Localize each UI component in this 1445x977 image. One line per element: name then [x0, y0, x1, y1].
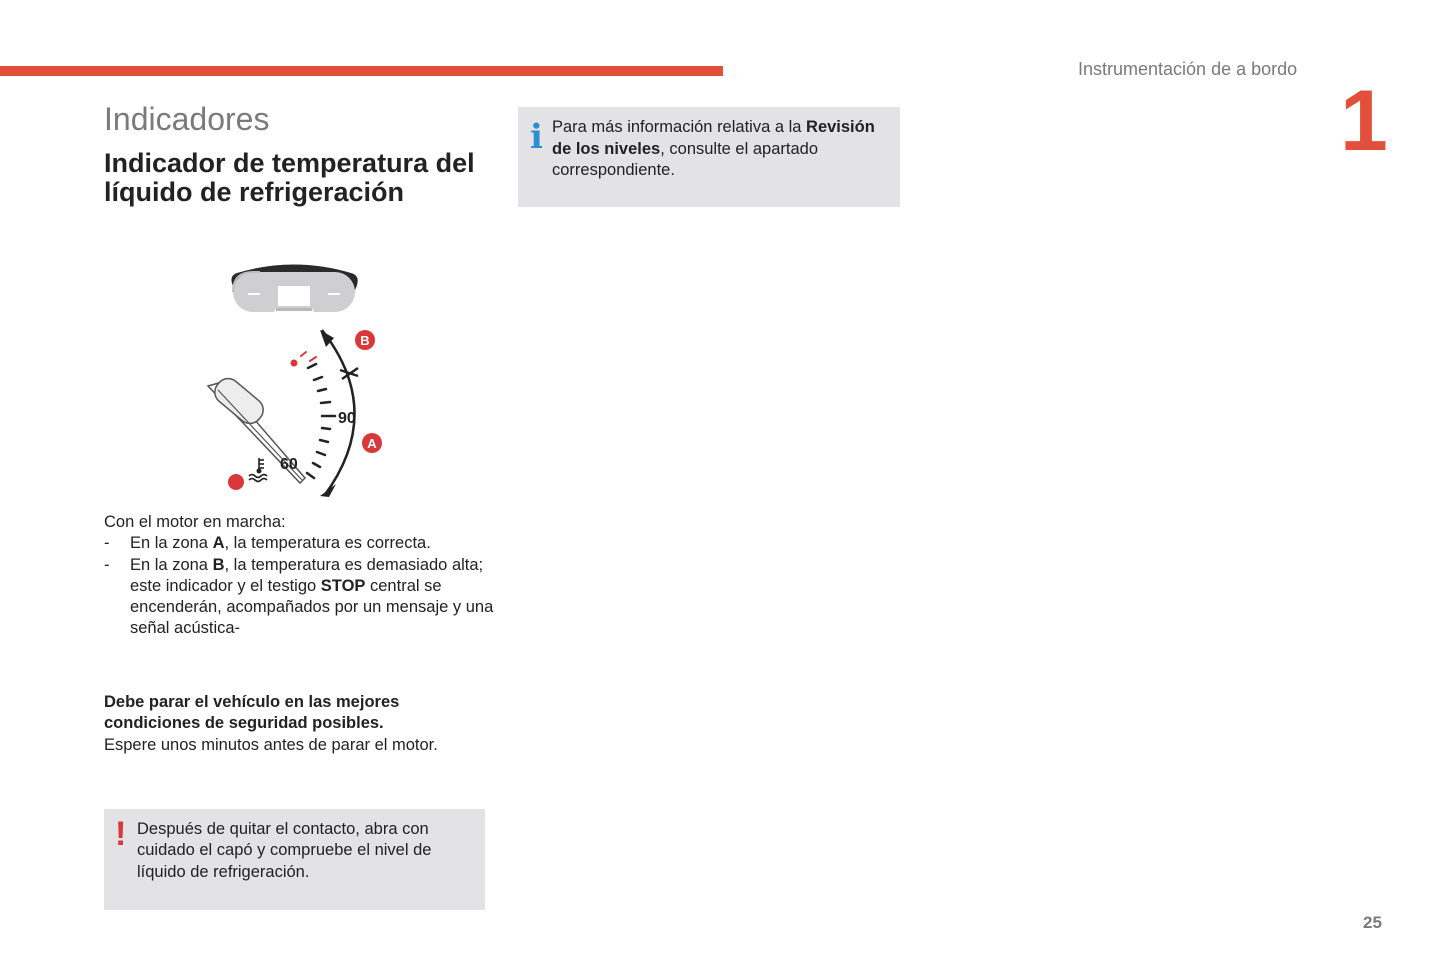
gauge-label-90: 90	[338, 410, 356, 427]
coolant-temperature-gauge-figure	[190, 258, 400, 503]
body-text	[104, 512, 494, 640]
warning-light-dot	[228, 474, 244, 490]
page-number: 25	[1363, 913, 1382, 932]
info-note-text: Para más información relativa a la Revisión de los niveles, consulte el apartado correspondiente.	[552, 118, 875, 179]
chapter-title: Instrumentación de a bordo	[1078, 59, 1298, 79]
exclamation-icon: !	[115, 815, 127, 853]
list-item: - En la zona B, la temperatura es demasiado alta; este indicador y el testigo STOP central se encenderán, acompañados por un mensaje y una señal acústica-	[104, 555, 494, 638]
svg-text:B: B	[360, 333, 370, 348]
info-icon: i	[530, 117, 543, 157]
list-item: - En la zona A, la temperatura es correcta.	[104, 534, 431, 553]
gauge-scale-ticks	[307, 364, 335, 478]
alert-note-text: Después de quitar el contacto, abra con cuidado el capó y compruebe el nivel de líquido de refrigeración.	[137, 820, 432, 881]
gauge-label-60: 60	[280, 456, 298, 473]
zone-a-badge	[362, 433, 382, 453]
svg-text:A: A	[367, 436, 377, 451]
alert-note-box	[104, 809, 485, 910]
body-intro: Con el motor en marcha:	[104, 513, 286, 531]
subsection-title: Indicador de temperatura del líquido de refrigeración	[104, 148, 475, 207]
instrument-cluster-icon	[231, 265, 357, 313]
header-accent-bar	[0, 66, 723, 76]
section-title: Indicadores	[104, 101, 270, 137]
warning-text: Debe parar el vehículo en las mejores condiciones de seguridad posibles. Espere unos minutos antes de parar el motor.	[104, 693, 438, 754]
info-note-box	[518, 107, 900, 207]
chapter-number: 1	[1340, 73, 1388, 169]
gauge-high-marker	[291, 360, 298, 367]
zone-b-badge	[355, 330, 375, 350]
